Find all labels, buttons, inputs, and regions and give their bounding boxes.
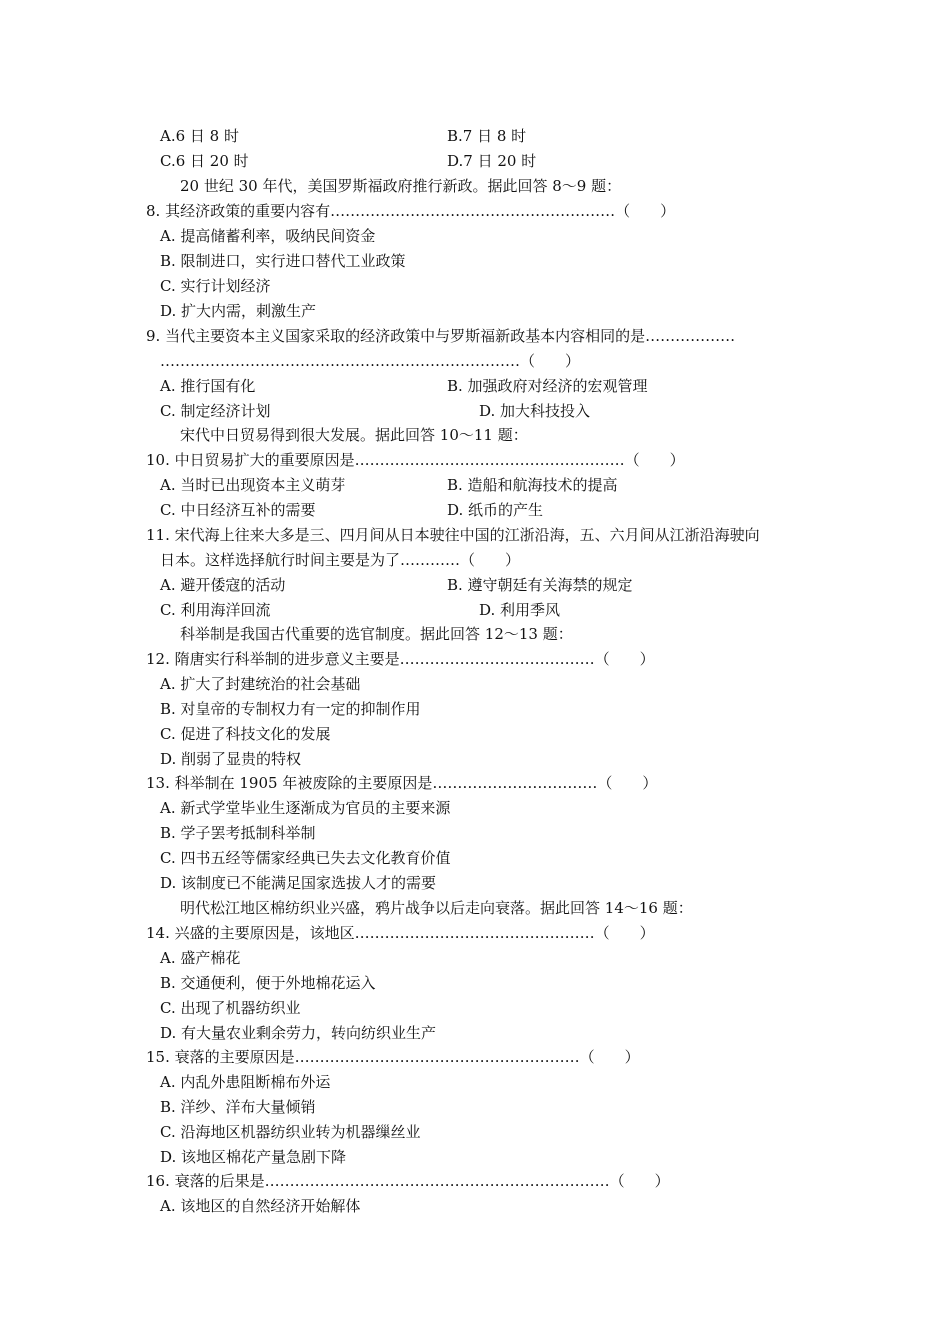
q12-option-b: B. 对皇帝的专制权力有一定的抑制作用 [160, 700, 421, 718]
q14-option-c: C. 出现了机器纺织业 [160, 999, 301, 1017]
option-a: A.6 日 8 时 [160, 127, 239, 145]
stem-10-11: 宋代中日贸易得到很大发展。据此回答 10～11 题： [180, 426, 528, 444]
q11-option-b: B. 遵守朝廷有关海禁的规定 [447, 576, 633, 594]
question-10: 10. 中日贸易扩大的重要原因是………………………………………………（ ） [146, 451, 685, 469]
question-16: 16. 衰落的后果是……………………………………………………………（ ） [146, 1172, 670, 1190]
q10-option-d: D. 纸币的产生 [447, 501, 544, 519]
q8-option-b: B. 限制进口，实行进口替代工业政策 [160, 252, 406, 270]
option-c: C.6 日 20 时 [160, 152, 249, 170]
stem-8-9: 20 世纪 30 年代，美国罗斯福政府推行新政。据此回答 8～9 题： [180, 177, 622, 195]
q9-option-c: C. 制定经济计划 [160, 402, 271, 420]
q12-option-a: A. 扩大了封建统治的社会基础 [160, 675, 361, 693]
option-b: B.7 日 8 时 [447, 127, 527, 145]
q15-option-d: D. 该地区棉花产量急剧下降 [160, 1148, 347, 1166]
q8-option-a: A. 提高储蓄利率，吸纳民间资金 [160, 227, 376, 245]
question-12: 12. 隋唐实行科举制的进步意义主要是…………………………………（ ） [146, 650, 655, 668]
q13-option-a: A. 新式学堂毕业生逐渐成为官员的主要来源 [160, 799, 451, 817]
q14-option-d: D. 有大量农业剩余劳力，转向纺织业生产 [160, 1024, 437, 1042]
question-11-line2: 日本。这样选择航行时间主要是为了…………（ ） [160, 551, 521, 569]
q15-option-a: A. 内乱外患阻断棉布外运 [160, 1073, 331, 1091]
q14-option-b: B. 交通便利，便于外地棉花运入 [160, 974, 376, 992]
question-9-line1: 9. 当代主要资本主义国家采取的经济政策中与罗斯福新政基本内容相同的是……………… [146, 327, 736, 345]
q11-option-a: A. 避开倭寇的活动 [160, 576, 286, 594]
q15-option-b: B. 洋纱、洋布大量倾销 [160, 1098, 316, 1116]
q13-option-b: B. 学子罢考抵制科举制 [160, 824, 316, 842]
q15-option-c: C. 沿海地区机器纺织业转为机器缫丝业 [160, 1123, 421, 1141]
question-9-line2: ………………………………………………………………（ ） [160, 352, 581, 370]
q13-option-c: C. 四书五经等儒家经典已失去文化教育价值 [160, 849, 451, 867]
q12-option-c: C. 促进了科技文化的发展 [160, 725, 331, 743]
q9-option-b: B. 加强政府对经济的宏观管理 [447, 377, 648, 395]
q10-option-a: A. 当时已出现资本主义萌芽 [160, 476, 346, 494]
q11-option-d: D. 利用季风 [479, 601, 561, 619]
question-8: 8. 其经济政策的重要内容有…………………………………………………（ ） [146, 202, 676, 220]
question-11-line1: 11. 宋代海上往来大多是三、四月间从日本驶往中国的江浙沿海，五、六月间从江浙沿海驶向 [146, 526, 760, 544]
q8-option-d: D. 扩大内需，刺激生产 [160, 302, 317, 320]
question-14: 14. 兴盛的主要原因是，该地区…………………………………………（ ） [146, 924, 655, 942]
stem-12-13: 科举制是我国古代重要的选官制度。据此回答 12～13 题： [180, 625, 573, 643]
q8-option-c: C. 实行计划经济 [160, 277, 271, 295]
q16-option-a: A. 该地区的自然经济开始解体 [160, 1197, 361, 1215]
q9-option-a: A. 推行国有化 [160, 377, 256, 395]
option-d: D.7 日 20 时 [447, 152, 537, 170]
q10-option-c: C. 中日经济互补的需要 [160, 501, 316, 519]
question-15: 15. 衰落的主要原因是…………………………………………………（ ） [146, 1048, 640, 1066]
q14-option-a: A. 盛产棉花 [160, 949, 241, 967]
stem-14-16: 明代松江地区棉纺织业兴盛，鸦片战争以后走向衰落。据此回答 14～16 题： [180, 899, 693, 917]
q11-option-c: C. 利用海洋回流 [160, 601, 271, 619]
q9-option-d: D. 加大科技投入 [479, 402, 591, 420]
question-13: 13. 科举制在 1905 年被废除的主要原因是……………………………（ ） [146, 774, 658, 792]
q13-option-d: D. 该制度已不能满足国家选拔人才的需要 [160, 874, 437, 892]
q10-option-b: B. 造船和航海技术的提高 [447, 476, 618, 494]
q12-option-d: D. 削弱了显贵的特权 [160, 750, 302, 768]
